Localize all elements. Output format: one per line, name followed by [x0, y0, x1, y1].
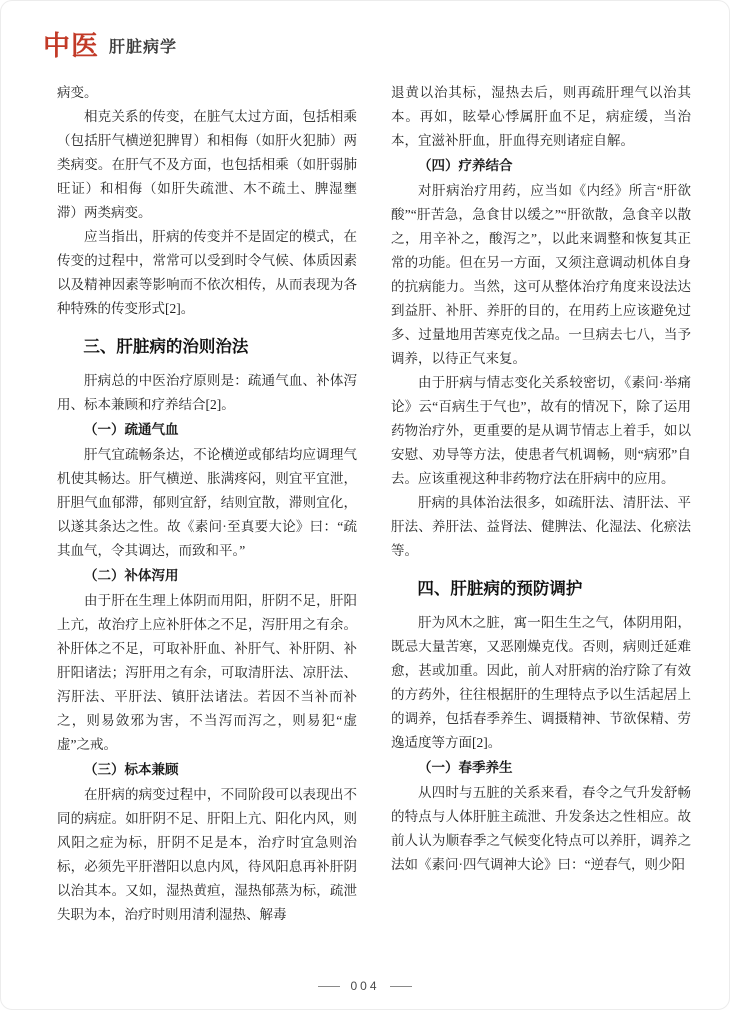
paragraph: 肝为风木之脏，寓一阳生生之气，体阴用阳，既忌大量苦寒，又恶刚燥克伐。否则，病则迁延难愈，甚或加重。因此，前人对肝病的治疗除了有效的方药外，往往根据肝的生理特点予以生活起居上的调养，包括春季养生、调摄精神、节欲保精、劳逸适度等方面[2]。	[391, 615, 691, 750]
footer-rule-left	[318, 986, 340, 987]
sub-heading: （一）春季养生	[418, 760, 513, 775]
sub-heading: （二）补体泻用	[84, 568, 179, 583]
publisher-logo: 中医	[43, 31, 99, 61]
page-header	[43, 31, 177, 61]
sub-heading: （一）疏通气血	[84, 422, 179, 437]
left-column	[57, 81, 357, 963]
paragraph: 相克关系的传变，在脏气太过方面，包括相乘（包括肝气横逆犯脾胃）和相侮（如肝火犯肺）两类病变。在肝气不及方面，也包括相乘（如肝弱肺旺证）和相侮（如肝失疏泄、木不疏土、脾湿壅滞）两类病变。	[57, 109, 357, 220]
sub-heading: （四）疗养结合	[418, 158, 513, 173]
paragraph: 肝病的具体治法很多，如疏肝法、清肝法、平肝法、养肝法、益肾法、健脾法、化湿法、化瘀法等。	[391, 495, 691, 558]
section-heading: 三、肝脏病的治则治法	[83, 338, 249, 356]
page-footer	[1, 979, 729, 993]
paragraph: 病变。	[57, 85, 98, 100]
paragraph: 在肝病的病变过程中，不同阶段可以表现出不同的病症。如肝阴不足、肝阳上亢、阳化内风，则风阳之症为标，肝阴不足是本，治疗时宜急则治标，必须先平肝潜阳以息内风，待风阳息再补肝阴以治其本。又如，湿热黄疸，湿热郁蒸为标，疏泄失职为本，治疗时则用清利湿热、解毒	[57, 787, 357, 922]
right-column	[391, 81, 691, 963]
book-title: 肝脏病学	[109, 39, 178, 56]
paragraph: 退黄以治其标，湿热去后，则再疏肝理气以治其本。再如，眩晕心悸属肝血不足，病症缓，当治本，宜滋补肝血，肝血得充则诸症自解。	[391, 85, 691, 148]
sub-heading: （三）标本兼顾	[84, 762, 179, 777]
paragraph: 肝病总的中医治疗原则是：疏通气血、补体泻用、标本兼顾和疗养结合[2]。	[57, 373, 357, 412]
footer-rule-right	[390, 986, 412, 987]
paragraph: 由于肝病与情志变化关系较密切，《素问·举痛论》云“百病生于气也”，故有的情况下，除了运用药物治疗外，更重要的是从调节情志上着手，如以安慰、劝导等方法，使患者气机调畅，则“病邪”自去。应该重视这种非药物疗法在肝病中的应用。	[391, 375, 691, 486]
section-heading: 四、肝脏病的预防调护	[417, 580, 583, 598]
paragraph: 对肝病治疗用药，应当如《内经》所言“肝欲酸”“肝苦急，急食甘以缓之”“肝欲散，急食辛以散之，用辛补之，酸泻之”，以此来调整和恢复其正常的功能。但在另一方面，又须注意调动机体自身的抗病能力。当然，这可从整体治疗角度来设法达到益肝、补肝、养肝的目的，在用药上应该避免过多、过量地用苦寒克伐之品。一旦病去七八，当予调养，以待正气来复。	[391, 183, 691, 366]
paragraph: 应当指出，肝病的传变并不是固定的模式，在传变的过程中，常常可以受到时令气候、体质因素以及精神因素等影响而不依次相传，从而表现为各种特殊的传变形式[2]。	[57, 229, 357, 316]
paragraph: 从四时与五脏的关系来看，春令之气升发舒畅的特点与人体肝脏主疏泄、升发条达之性相应。故前人认为顺春季之气候变化特点可以养肝，调养之法如《素问·四气调神大论》曰：“逆春气，则少阳	[391, 785, 691, 872]
page-number: 004	[350, 979, 380, 993]
paragraph: 肝气宜疏畅条达，不论横逆或郁结均应调理气机使其畅达。肝气横逆、胀满疼闷，则宜平宜泄，肝胆气血郁滞，郁则宜舒，结则宜散，滞则宜化，以遂其条达之性。故《素问·至真要大论》曰：“疏其血气，令其调达，而致和平。”	[57, 447, 357, 558]
paragraph: 由于肝在生理上体阴而用阳，肝阴不足，肝阳上亢，故治疗上应补肝体之不足，泻肝用之有余。补肝体之不足，可取补肝血、补肝气、补肝阴、补肝阳诸法；泻肝用之有余，可取清肝法、凉肝法、泻肝法、平肝法、镇肝法诸法。若因不当补而补之，则易敛邪为害，不当泻而泻之，则易犯“虚虚”之戒。	[57, 593, 357, 752]
